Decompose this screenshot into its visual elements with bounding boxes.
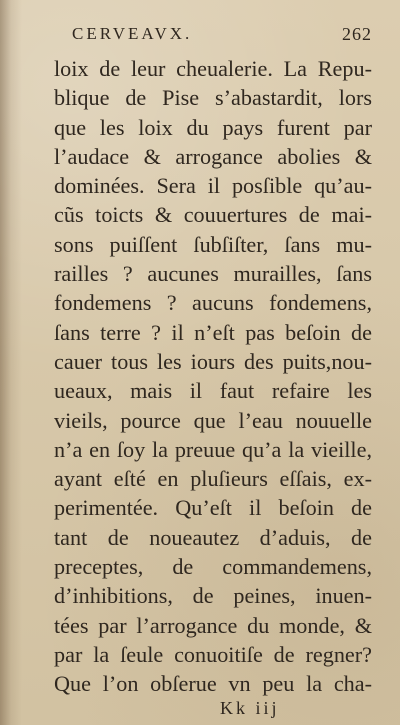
page-number: 262 — [342, 24, 372, 44]
body-line: preceptes, de commandemens, — [54, 554, 372, 580]
body-line: l’audace & arrogance abolies & — [54, 143, 372, 169]
page-header — [54, 22, 372, 46]
body-text — [54, 54, 372, 699]
body-line: perimentée. Qu’eſt il beſoin de — [54, 495, 372, 521]
body-line: tant de noueautez d’aduis, de — [54, 524, 372, 550]
body-line: Que l’on obſerue vn peu la cha- — [54, 671, 372, 697]
body-line: cauer tous les iours des puits,nou- — [54, 348, 372, 374]
body-line: railles ? aucunes murailles, ſans — [54, 261, 372, 287]
body-line: ueaux, mais il faut refaire les — [54, 378, 372, 404]
signature-mark: Kk iij — [220, 698, 280, 718]
body-line: n’a en ſoy la preuue qu’a la vieille, — [54, 436, 372, 462]
body-line: cũs toicts & couuertures de mai- — [54, 202, 372, 228]
body-line: blique de Pise s’abastardit, lors — [54, 85, 372, 111]
body-line: loix de leur cheualerie. La Repu- — [54, 56, 372, 81]
body-line: sons puiſſent ſubſiſter, ſans mu- — [54, 231, 372, 257]
body-line: que les loix du pays furent par — [54, 114, 372, 140]
body-line: dominées. Sera il posſible qu’au- — [54, 173, 372, 199]
running-head: CERVEAVX. — [72, 24, 193, 43]
body-line: d’inhibitions, de peines, inuen- — [54, 583, 372, 609]
body-line: vieils, pource que l’eau nouuelle — [54, 407, 372, 433]
body-line: ſans terre ? il n’eſt pas beſoin de — [54, 319, 372, 345]
body-line: tées par l’arrogance du monde, & — [54, 612, 372, 638]
body-line: fondemens ? aucuns fondemens, — [54, 290, 372, 316]
body-line: par la ſeule conuoitiſe de regner? — [54, 641, 372, 667]
body-line: ayant eſté en pluſieurs eſſais, ex- — [54, 466, 372, 492]
